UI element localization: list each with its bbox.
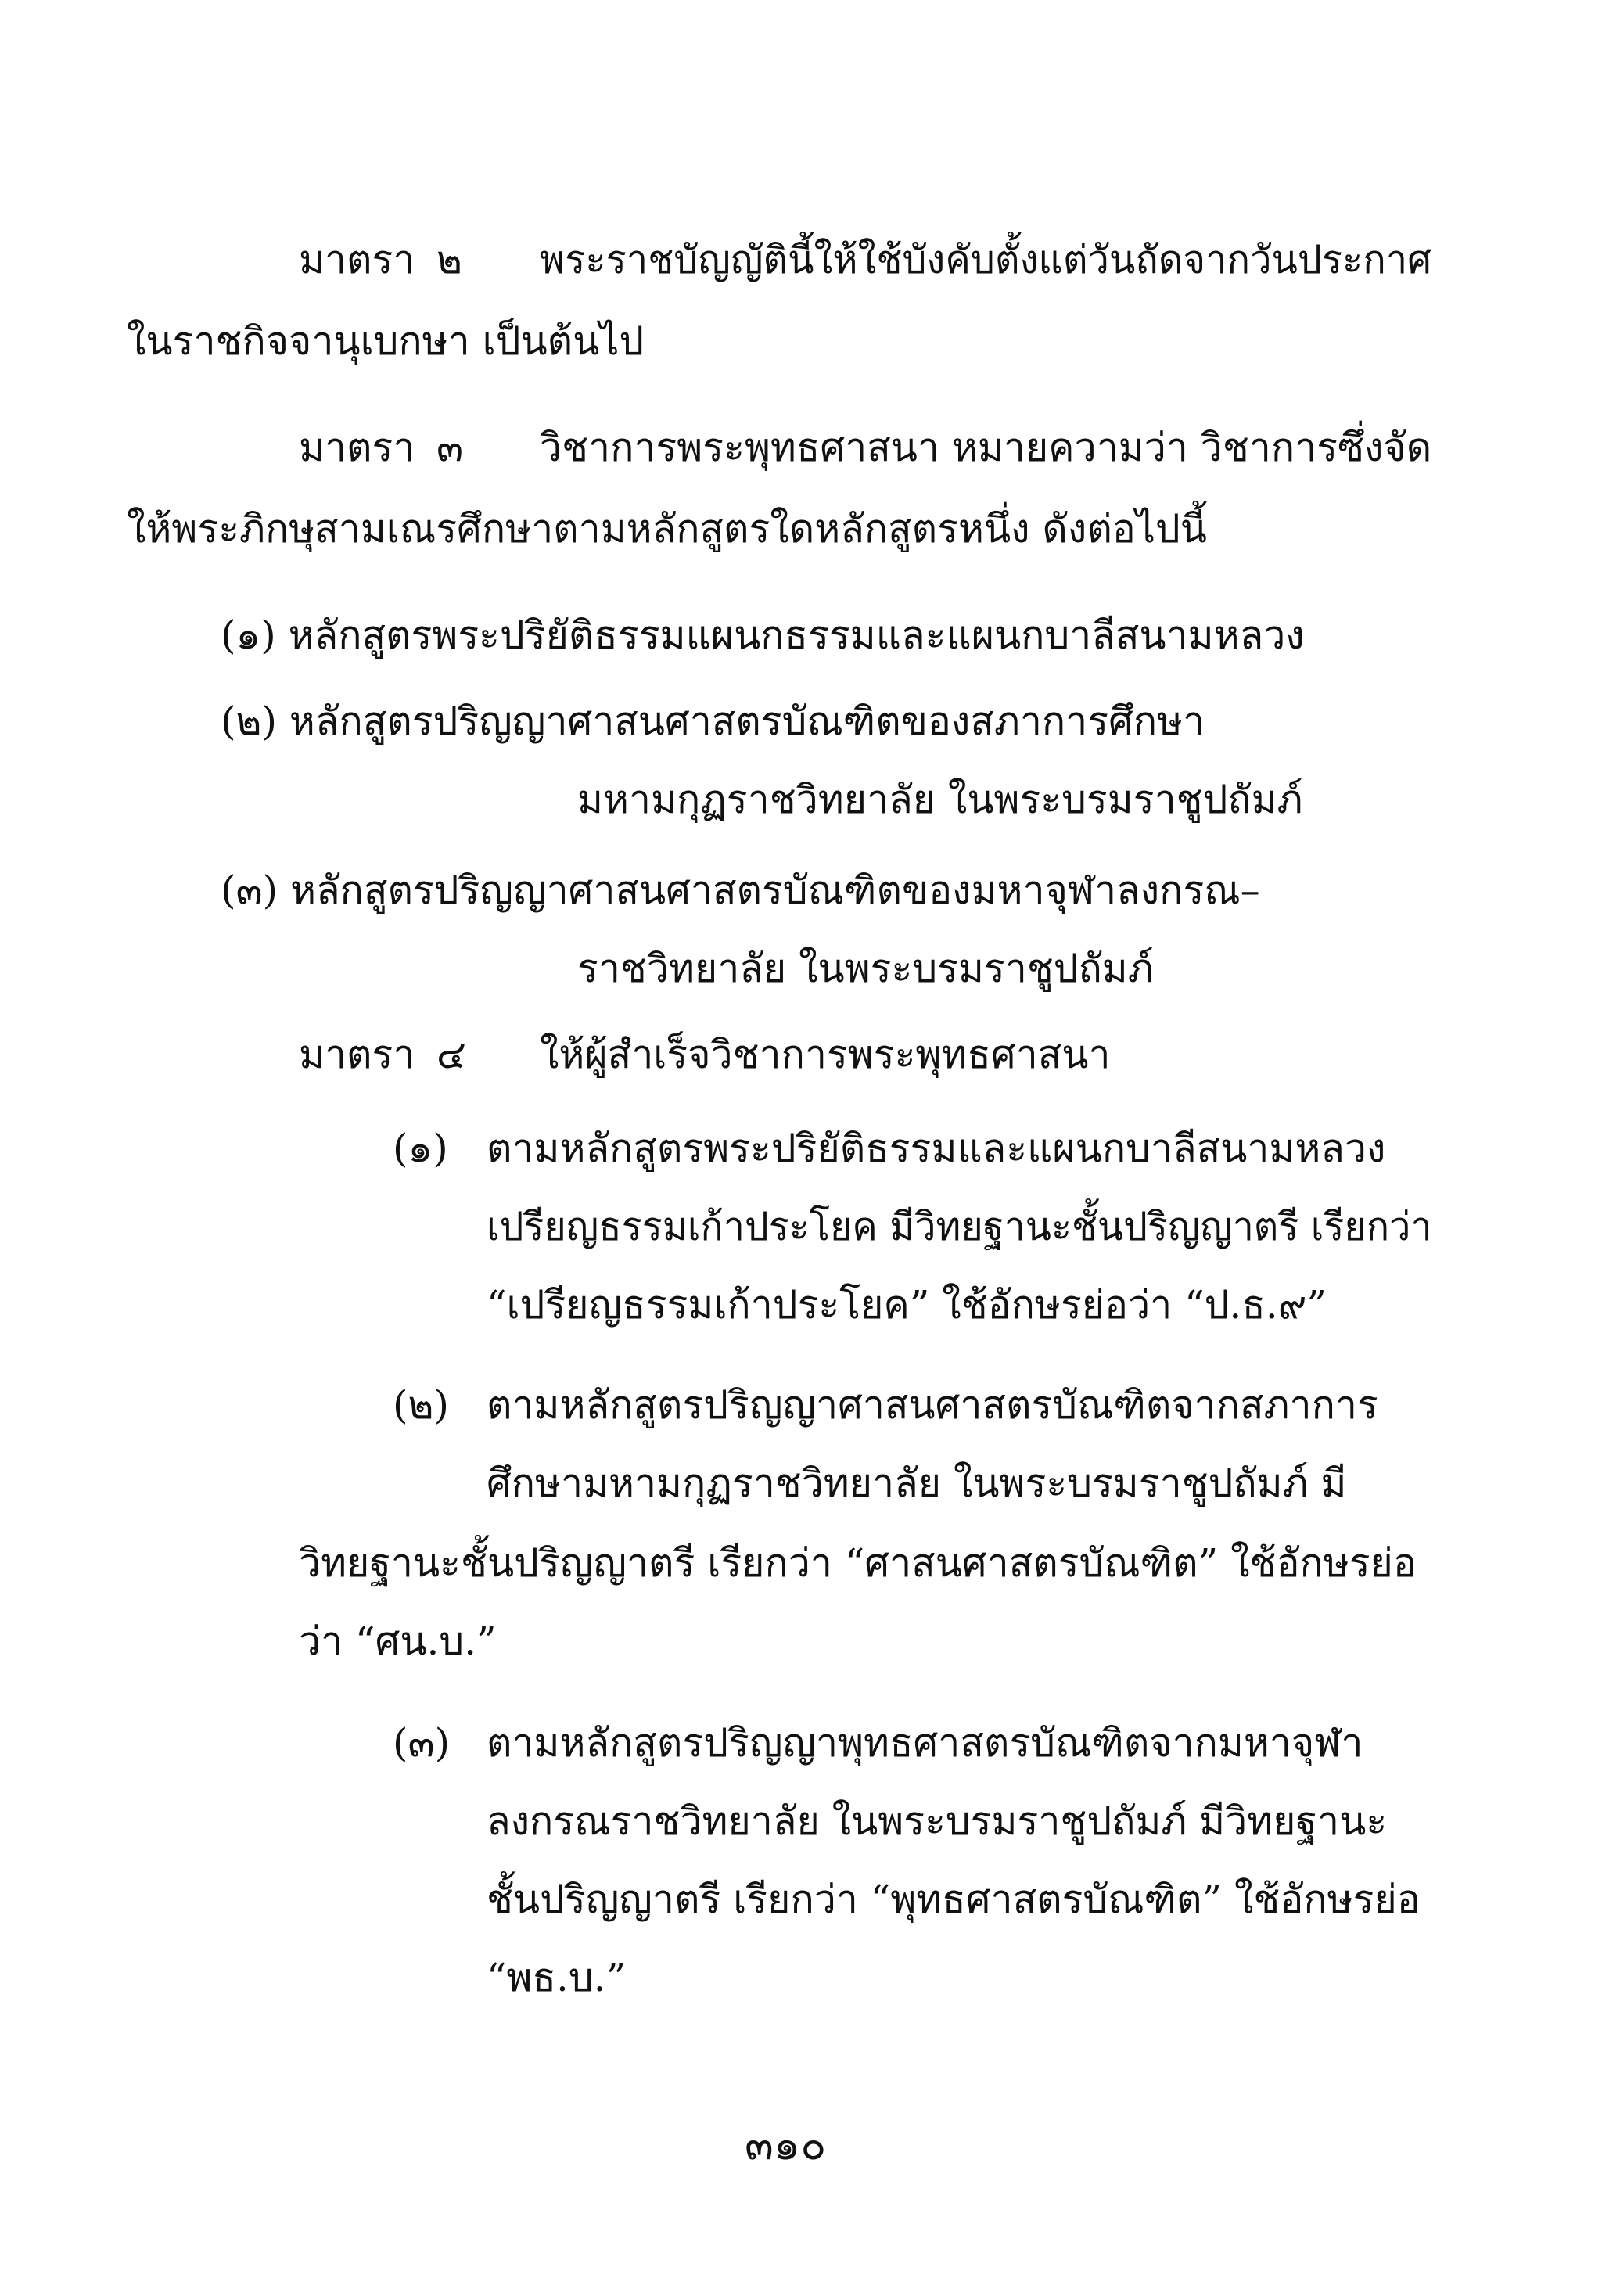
section-4-item-2-marker: (๒)	[393, 1382, 449, 1428]
section-4-text: ให้ผู้สำเร็จวิชาการพระพุทธศาสนา	[540, 1032, 1111, 1077]
section-3-item-1: (๑) หลักสูตรพระปริยัติธรรมแผนกธรรมและแผนกบาลีสนามหลวง	[221, 613, 1305, 658]
section-4-item-1-marker: (๑)	[393, 1126, 448, 1171]
section-4-item-2-line-1: ตามหลักสูตรปริญญาศาสนศาสตรบัณฑิตจากสภาการ	[487, 1382, 1378, 1428]
section-4-item-1-line-1: ตามหลักสูตรพระปริยัติธรรมและแผนกบาลีสนามหลวง	[487, 1126, 1386, 1171]
section-4-item-1-line-3: “เปรียญธรรมเก้าประโยค” ใช้อักษรย่อว่า “ป.ธ.๙”	[487, 1282, 1327, 1328]
section-4-heading: มาตรา	[299, 1032, 415, 1077]
section-3-item-2: (๒) หลักสูตรปริญญาศาสนศาสตรบัณฑิตของสภาการศึกษา	[221, 699, 1205, 744]
section-3-heading: มาตรา	[299, 425, 415, 470]
section-4-item-3-line-3: ชั้นปริญญาตรี เรียกว่า “พุทธศาสตรบัณฑิต” ใช้อักษรย่อ	[487, 1877, 1421, 1922]
section-4-item-3-line-4: “พธ.บ.”	[487, 1955, 627, 2000]
section-3-text: วิชาการพระพุทธศาสนา หมายความว่า วิชาการซึ่งจัด	[540, 425, 1432, 470]
section-3-continuation: ให้พระภิกษุสามเณรศึกษาตามหลักสูตรใดหลักสูตรหนึ่ง ดังต่อไปนี้	[127, 506, 1207, 552]
section-3-item-3: (๓) หลักสูตรปริญญาศาสนศาสตรบัณฑิตของมหาจุฬาลงกรณ–	[221, 868, 1260, 913]
section-3-number: ๓	[436, 425, 464, 470]
section-4-number: ๔	[436, 1032, 466, 1077]
section-2-number: ๒	[436, 237, 462, 282]
section-3-item-2-continuation: มหามกุฏราชวิทยาลัย ในพระบรมราชูปถัมภ์	[577, 777, 1303, 822]
section-4-item-3-marker: (๓)	[393, 1720, 451, 1766]
page-number: ๓๑๐	[745, 2120, 827, 2169]
section-4-item-3-line-1: ตามหลักสูตรปริญญาพุทธศาสตรบัณฑิตจากมหาจุฬา	[487, 1720, 1363, 1766]
section-2-heading: มาตรา	[299, 237, 415, 282]
section-3-item-3-continuation: ราชวิทยาลัย ในพระบรมราชูปถัมภ์	[577, 946, 1154, 991]
section-4-item-2-line-2: ศึกษามหามกุฏราชวิทยาลัย ในพระบรมราชูปถัมภ์ มี	[487, 1461, 1347, 1506]
section-4-item-1-line-2: เปรียญธรรมเก้าประโยค มีวิทยฐานะชั้นปริญญาตรี เรียกว่า	[487, 1204, 1432, 1249]
section-4-item-2-line-3: วิทยฐานะชั้นปริญญาตรี เรียกว่า “ศาสนศาสตรบัณฑิต” ใช้อักษรย่อ	[299, 1540, 1417, 1586]
section-2-text: พระราชบัญญัตินี้ให้ใช้บังคับตั้งแต่วันถัดจากวันประกาศ	[540, 237, 1432, 282]
section-4-item-2-line-4: ว่า “ศน.บ.”	[299, 1619, 497, 1664]
section-4-item-3-line-2: ลงกรณราชวิทยาลัย ในพระบรมราชูปถัมภ์ มีวิทยฐานะ	[487, 1798, 1388, 1844]
section-2-continuation: ในราชกิจจานุเบกษา เป็นต้นไป	[127, 318, 645, 364]
